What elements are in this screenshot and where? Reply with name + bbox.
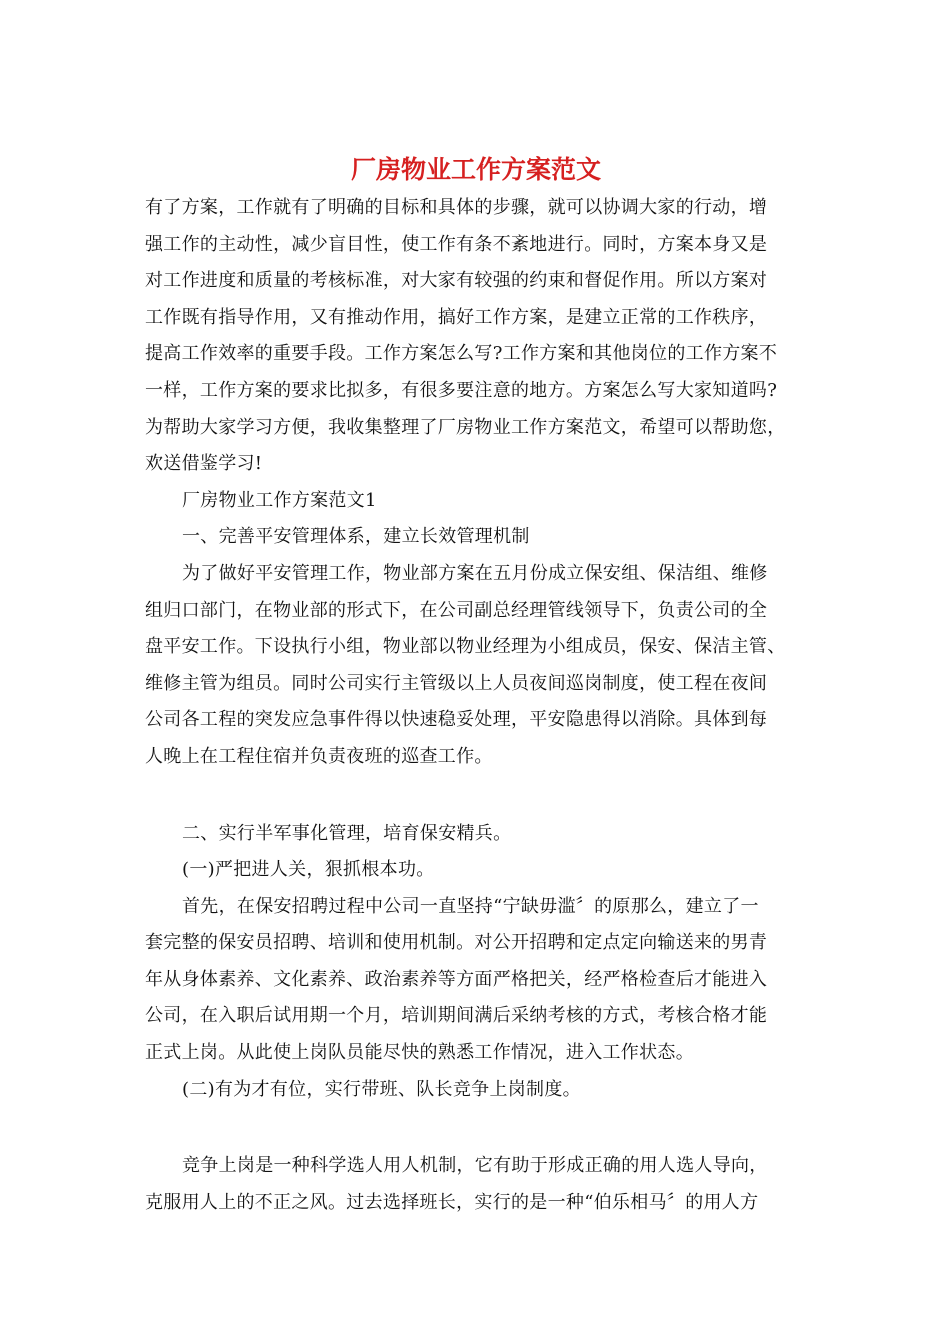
intro-line: 欢送借鉴学习! xyxy=(145,453,263,475)
paragraph-line: 组归口部门，在物业部的形式下，在公司副总经理管线领导下，负责公司的全 xyxy=(145,599,768,621)
sub1-paragraph xyxy=(145,889,807,1072)
sub-heading: (一)严把进人关，狠抓根本功。 xyxy=(182,859,435,881)
paragraph-line: 维修主管为组员。同时公司实行主管级以上人员夜间巡岗制度，使工程在夜间 xyxy=(145,672,768,694)
sub2-paragraph xyxy=(145,1148,807,1221)
paragraph-line: 套完整的保安员招聘、培训和使用机制。对公开招聘和定点定向输送来的男青 xyxy=(145,932,768,954)
paragraph-line: 年从身体素养、文化素养、政治素养等方面严格把关，经严格检查后才能进入 xyxy=(145,968,768,990)
paragraph-line: 盘平安工作。下设执行小组，物业部以物业经理为小组成员，保安、保洁主管、 xyxy=(145,636,786,658)
blank-gap xyxy=(145,1108,807,1148)
intro-line: 提高工作效率的重要手段。工作方案怎么写?工作方案和其他岗位的工作方案不 xyxy=(145,343,778,365)
part-heading: 二、实行半军事化管理，培育保安精兵。 xyxy=(182,822,512,844)
document-body xyxy=(145,190,807,1221)
part-heading: 一、完善平安管理体系，建立长效管理机制 xyxy=(182,526,530,548)
intro-line: 有了方案，工作就有了明确的目标和具体的步骤，就可以协调大家的行动，增 xyxy=(145,197,768,218)
paragraph-line: 公司，在入职后试用期一个月，培训期间满后采纳考核的方式，考核合格才能 xyxy=(145,1005,768,1027)
part1-paragraph xyxy=(145,556,807,776)
intro-line: 为帮助大家学习方便，我收集整理了厂房物业工作方案范文，希望可以帮助您， xyxy=(145,416,786,438)
intro-paragraph xyxy=(145,190,807,483)
paragraph-line: 公司各工程的突发应急事件得以快速稳妥处理，平安隐患得以消除。具体到每 xyxy=(145,709,768,731)
paragraph-line: 克服用人上的不正之风。过去选择班长，实行的是一种“伯乐相马〞的用人方 xyxy=(145,1191,759,1213)
paragraph-line: 人晚上在工程住宿并负责夜班的巡查工作。 xyxy=(145,745,493,767)
paragraph-line: 正式上岗。从此使上岗队员能尽快的熟悉工作情况，进入工作状态。 xyxy=(145,1042,694,1064)
document-page xyxy=(145,150,807,1221)
section-heading: 厂房物业工作方案范文1 xyxy=(182,489,377,511)
intro-line: 对工作进度和质量的考核标准，对大家有较强的约束和督促作用。所以方案对 xyxy=(145,270,768,292)
sub-heading: (二)有为才有位，实行带班、队长竞争上岗制度。 xyxy=(182,1078,581,1100)
blank-gap xyxy=(145,776,807,816)
paragraph-line: 首先，在保安招聘过程中公司一直坚持“宁缺毋滥〞的原那么，建立了一 xyxy=(182,895,759,917)
document-title: 厂房物业工作方案范文 xyxy=(350,155,601,184)
intro-line: 强工作的主动性，减少盲目性，使工作有条不紊地进行。同时，方案本身又是 xyxy=(145,233,768,255)
intro-line: 一样，工作方案的要求比拟多，有很多要注意的地方。方案怎么写大家知道吗? xyxy=(145,379,778,401)
intro-line: 工作既有指导作用，又有推动作用，搞好工作方案，是建立正常的工作秩序， xyxy=(145,306,768,328)
paragraph-line: 竞争上岗是一种科学选人用人机制，它有助于形成正确的用人选人导向， xyxy=(182,1155,768,1177)
paragraph-line: 为了做好平安管理工作，物业部方案在五月份成立保安组、保洁组、维修 xyxy=(182,562,768,584)
